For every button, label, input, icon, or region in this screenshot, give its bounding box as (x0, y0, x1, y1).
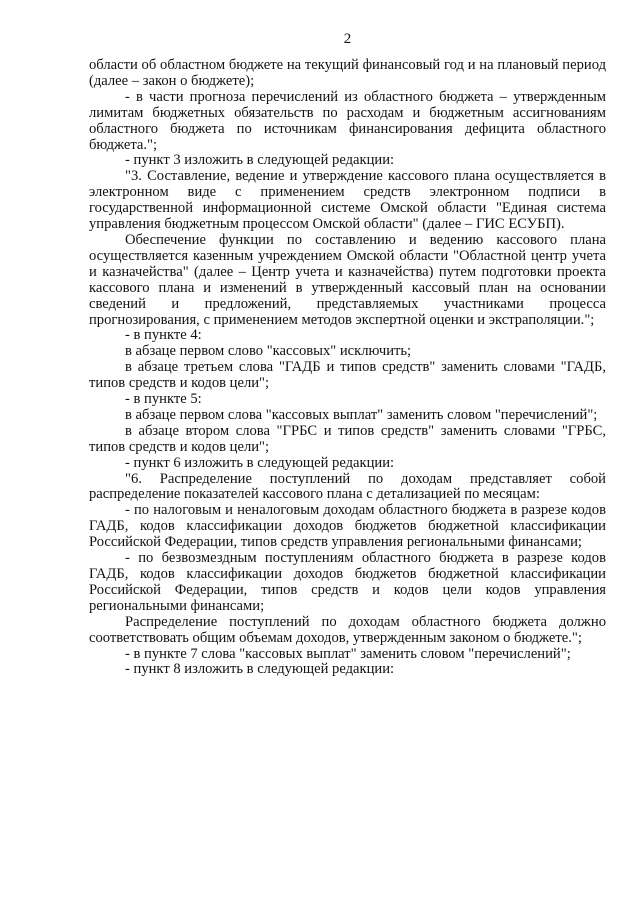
paragraph: Обеспечение функции по составлению и ведению кассового плана осуществляется казенным учреждением Омской области "Областной центр учета и казначейства" (далее – Центр учета и казначейства) путем подготовки проекта кассового плана и изменений в утвержденный кассовый план на основании сведений и предложений, представляемых участниками процесса прогнозирования, с применением методов экспертной оценки и экстраполяции."; (89, 231, 606, 328)
document-body (89, 58, 606, 678)
paragraph: - в пункте 4: (125, 327, 202, 344)
page-number: 2 (343, 31, 352, 47)
paragraph: - по безвозмездным поступлениям областного бюджета в разрезе кодов ГАДБ, кодов классификации доходов бюджетов бюджетной классификации Российской Федерации, типов средств и кодов цели кодов управления региональными финансами; (89, 550, 606, 614)
paragraph: в абзаце втором слова "ГРБС и типов средств" заменить словами "ГРБС, типов средств и кодов цели"; (89, 422, 606, 455)
paragraph: "3. Составление, ведение и утверждение кассового плана осуществляется в электронном виде с применением средств электронном подписи в государственной информационной системе Омской области "Единая система управления бюджетным процессом Омской области" (далее – ГИС ЕСУБП). (89, 168, 606, 233)
paragraph: "6. Распределение поступлений по доходам представляет собой распределение показателей кассового плана с детализацией по месяцам: (89, 470, 606, 503)
paragraph: - в пункте 7 слова "кассовых выплат" заменить словом "перечислений"; (125, 645, 571, 662)
paragraph: - пункт 8 изложить в следующей редакции: (125, 661, 395, 678)
paragraph: - пункт 6 изложить в следующей редакции: (125, 454, 395, 471)
paragraph: области об областном бюджете на текущий финансовый год и на плановый период (далее – закон о бюджете); (89, 57, 606, 89)
paragraph: - по налоговым и неналоговым доходам областного бюджета в разрезе кодов ГАДБ, кодов классификации доходов бюджетов бюджетной классификации Российской Федерации, типов средств управления региональными финансами; (89, 502, 606, 551)
paragraph: в абзаце первом слова "кассовых выплат" заменить словом "перечислений"; (125, 406, 598, 423)
paragraph: - в пункте 5: (125, 391, 202, 408)
paragraph: в абзаце первом слово "кассовых" исключить; (125, 343, 412, 360)
paragraph: в абзаце третьем слова "ГАДБ и типов средств" заменить словами "ГАДБ, типов средств и кодов цели"; (89, 359, 606, 392)
paragraph: - пункт 3 изложить в следующей редакции: (125, 152, 395, 169)
paragraph: Распределение поступлений по доходам областного бюджета должно соответствовать общим объемам доходов, утвержденным законом о бюджете."; (89, 613, 606, 646)
paragraph: - в части прогноза перечислений из областного бюджета – утвержденным лимитам бюджетных обязательств по расходам и бюджетным ассигнованиям областного бюджета по источникам финансирования дефицита областного бюджета."; (89, 88, 606, 153)
